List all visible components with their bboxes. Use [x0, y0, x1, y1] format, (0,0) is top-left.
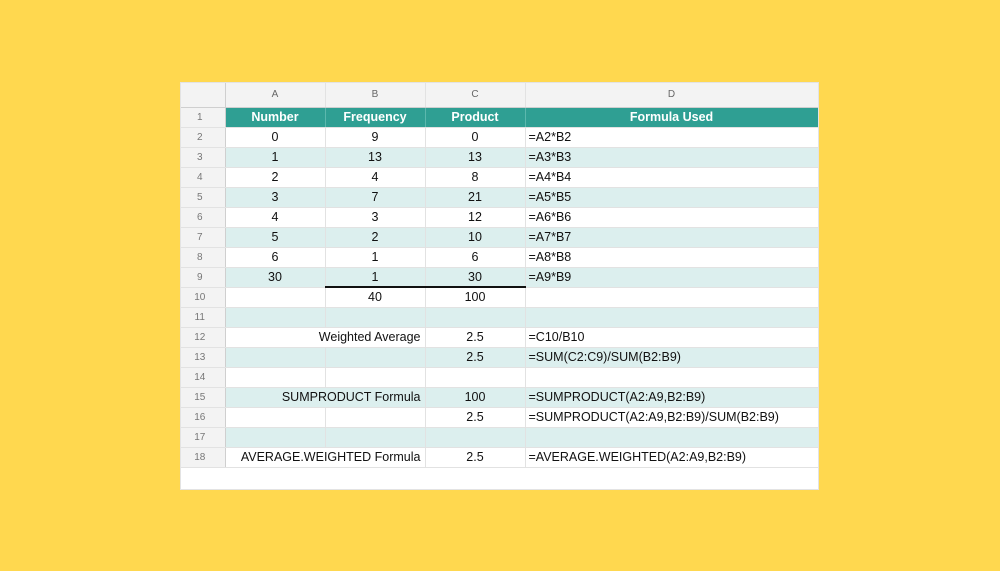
cell-a[interactable]: 4: [225, 207, 325, 227]
cell-b[interactable]: [325, 407, 425, 427]
table-row: [181, 287, 818, 307]
table-row: [181, 347, 818, 367]
table-row: [181, 307, 818, 327]
cell-a[interactable]: [225, 407, 325, 427]
table-row: [181, 407, 818, 427]
row-header[interactable]: 18: [181, 447, 225, 467]
column-header-b[interactable]: B: [325, 83, 425, 107]
column-header-d[interactable]: D: [525, 83, 818, 107]
row-header[interactable]: 16: [181, 407, 225, 427]
row-header[interactable]: 15: [181, 387, 225, 407]
weighted-average-value[interactable]: 2.5: [425, 327, 525, 347]
sumproduct-value[interactable]: 100: [425, 387, 525, 407]
row-header[interactable]: 13: [181, 347, 225, 367]
cell-b[interactable]: 4: [325, 167, 425, 187]
average-weighted-formula[interactable]: =AVERAGE.WEIGHTED(A2:A9,B2:B9): [525, 447, 818, 467]
table-row: [181, 127, 818, 147]
cell-c[interactable]: 12: [425, 207, 525, 227]
cell-d[interactable]: [525, 307, 818, 327]
sumproduct-alt-formula[interactable]: =SUMPRODUCT(A2:A9,B2:B9)/SUM(B2:B9): [525, 407, 818, 427]
total-frequency-cell[interactable]: 40: [325, 287, 425, 307]
row-header[interactable]: 10: [181, 287, 225, 307]
cell-a[interactable]: 3: [225, 187, 325, 207]
select-all-corner[interactable]: [181, 83, 225, 107]
cell-d[interactable]: =A5*B5: [525, 187, 818, 207]
cell-d[interactable]: =A8*B8: [525, 247, 818, 267]
table-row: [181, 147, 818, 167]
cell-d[interactable]: =A7*B7: [525, 227, 818, 247]
cell-b[interactable]: [325, 367, 425, 387]
average-weighted-value[interactable]: 2.5: [425, 447, 525, 467]
cell-a[interactable]: [225, 287, 325, 307]
cell-c[interactable]: 6: [425, 247, 525, 267]
row-header[interactable]: 9: [181, 267, 225, 287]
cell-a[interactable]: [225, 347, 325, 367]
table-row: [181, 167, 818, 187]
cell-a[interactable]: [225, 367, 325, 387]
weighted-average-label[interactable]: Weighted Average: [225, 327, 425, 347]
cell-b[interactable]: [325, 307, 425, 327]
table-row: [181, 107, 818, 127]
cell-c[interactable]: [425, 307, 525, 327]
cell-b[interactable]: 1: [325, 267, 425, 287]
table-row: [181, 267, 818, 287]
cell-c[interactable]: [425, 367, 525, 387]
cell-b[interactable]: 9: [325, 127, 425, 147]
cell-a[interactable]: 2: [225, 167, 325, 187]
weighted-average-formula[interactable]: =C10/B10: [525, 327, 818, 347]
row-header[interactable]: 7: [181, 227, 225, 247]
cell-b[interactable]: 7: [325, 187, 425, 207]
cell-b[interactable]: [325, 427, 425, 447]
weighted-average-alt-formula[interactable]: =SUM(C2:C9)/SUM(B2:B9): [525, 347, 818, 367]
cell-c1-product-header[interactable]: Product: [425, 107, 525, 127]
cell-c[interactable]: 0: [425, 127, 525, 147]
cell-a[interactable]: 5: [225, 227, 325, 247]
table-row: [181, 187, 818, 207]
row-header[interactable]: 14: [181, 367, 225, 387]
cell-b[interactable]: 3: [325, 207, 425, 227]
column-header-row: [181, 83, 818, 107]
cell-b[interactable]: 2: [325, 227, 425, 247]
weighted-average-alt-value[interactable]: 2.5: [425, 347, 525, 367]
row-header[interactable]: 3: [181, 147, 225, 167]
column-header-c[interactable]: C: [425, 83, 525, 107]
cell-d[interactable]: [525, 427, 818, 447]
cell-d[interactable]: =A6*B6: [525, 207, 818, 227]
cell-c[interactable]: [425, 427, 525, 447]
cell-b[interactable]: 13: [325, 147, 425, 167]
cell-a[interactable]: 30: [225, 267, 325, 287]
table-row: [181, 427, 818, 447]
cell-b[interactable]: 1: [325, 247, 425, 267]
row-header[interactable]: 6: [181, 207, 225, 227]
row-header[interactable]: 11: [181, 307, 225, 327]
cell-d[interactable]: [525, 287, 818, 307]
row-header[interactable]: 17: [181, 427, 225, 447]
sumproduct-alt-value[interactable]: 2.5: [425, 407, 525, 427]
cell-a[interactable]: 1: [225, 147, 325, 167]
table-row: [181, 207, 818, 227]
row-header[interactable]: 8: [181, 247, 225, 267]
cell-b1-frequency-header[interactable]: Frequency: [325, 107, 425, 127]
row-header[interactable]: 12: [181, 327, 225, 347]
sumproduct-formula[interactable]: =SUMPRODUCT(A2:A9,B2:B9): [525, 387, 818, 407]
cell-a[interactable]: [225, 427, 325, 447]
spreadsheet: [181, 83, 818, 489]
row-header[interactable]: 2: [181, 127, 225, 147]
column-header-a[interactable]: A: [225, 83, 325, 107]
cell-a1-number-header[interactable]: Number: [225, 107, 325, 127]
cell-a[interactable]: 6: [225, 247, 325, 267]
spreadsheet-grid: [181, 83, 818, 468]
cell-d[interactable]: =A4*B4: [525, 167, 818, 187]
cell-c[interactable]: 30: [425, 267, 525, 287]
cell-d[interactable]: =A2*B2: [525, 127, 818, 147]
row-header[interactable]: 5: [181, 187, 225, 207]
sumproduct-label[interactable]: SUMPRODUCT Formula: [225, 387, 425, 407]
total-product-cell[interactable]: 100: [425, 287, 525, 307]
table-row: [181, 367, 818, 387]
cell-d[interactable]: =A3*B3: [525, 147, 818, 167]
cell-c[interactable]: 13: [425, 147, 525, 167]
cell-c[interactable]: 10: [425, 227, 525, 247]
cell-c[interactable]: 21: [425, 187, 525, 207]
table-row: [181, 447, 818, 467]
cell-b[interactable]: [325, 347, 425, 367]
row-header[interactable]: 1: [181, 107, 225, 127]
cell-d1-formula-header[interactable]: Formula Used: [525, 107, 818, 127]
cell-a[interactable]: 0: [225, 127, 325, 147]
average-weighted-label[interactable]: AVERAGE.WEIGHTED Formula: [225, 447, 425, 467]
table-row: [181, 247, 818, 267]
cell-a[interactable]: [225, 307, 325, 327]
cell-d[interactable]: =A9*B9: [525, 267, 818, 287]
table-row: [181, 227, 818, 247]
cell-c[interactable]: 8: [425, 167, 525, 187]
table-row: [181, 327, 818, 347]
table-row: [181, 387, 818, 407]
cell-d[interactable]: [525, 367, 818, 387]
row-header[interactable]: 4: [181, 167, 225, 187]
